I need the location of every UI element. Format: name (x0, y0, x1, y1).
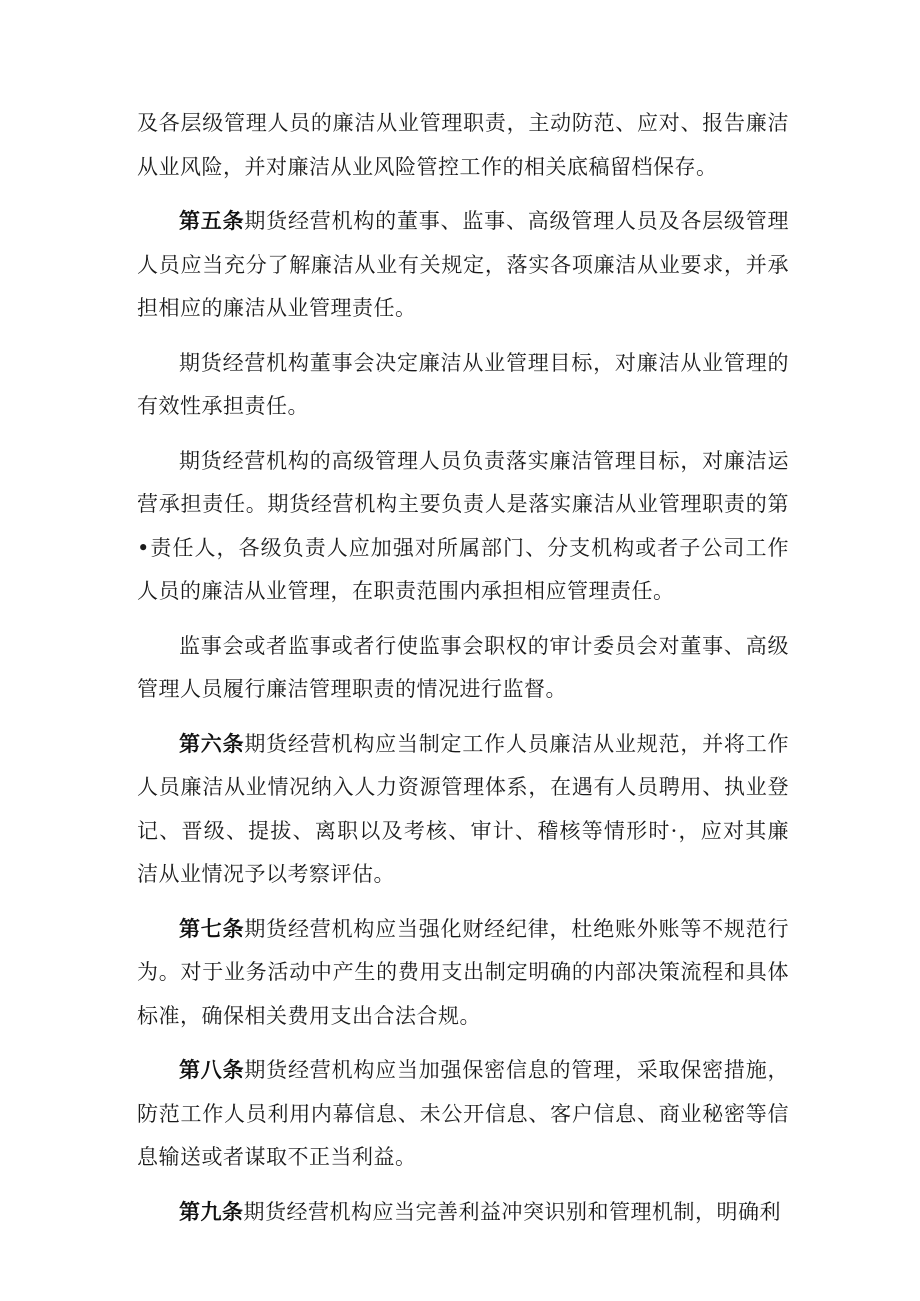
paragraph-text: 期货经营机构应当加强保密信息的管理，采取保密措施，防范工作人员利用内幕信息、未公开信息、客户信息、商业秘密等信息输送或者谋取不正当利益。 (137, 1058, 789, 1169)
paragraph-article-8 (137, 1049, 789, 1180)
paragraph-text: 及各层级管理人员的廉洁从业管理职责，主动防范、应对、报告廉洁从业风险，并对廉洁从业风险管控工作的相关底稿留档保存。 (137, 111, 789, 179)
paragraph-text: 期货经营机构应当制定工作人员廉洁从业规范，并将工作人员廉洁从业情况纳入人力资源管理体系，在遇有人员聘用、执业登记、晋级、提拔、离职以及考核、审计、稽核等情形时·，应对其廉洁从业情况予以考察评估。 (137, 731, 789, 886)
document-body (137, 102, 789, 1245)
paragraph-text: 期货经营机构应当完善利益冲突识别和管理机制，明确利 (243, 1199, 781, 1224)
paragraph-board-responsibility (137, 342, 789, 429)
paragraph-text: 期货经营机构应当强化财经纪律，杜绝账外账等不规范行为。对于业务活动中产生的费用支出制定明确的内部决策流程和具体标准，确保相关费用支出合法合规。 (137, 916, 789, 1028)
paragraph-text: 监事会或者监事或者行使监事会职权的审计委员会对董事、高级管理人员履行廉洁管理职责的情况进行监督。 (137, 633, 789, 701)
article-number: 第七条 (179, 916, 245, 941)
article-number: 第九条 (179, 1199, 244, 1224)
paragraph-text: 期货经营机构的董事、监事、高级管理人员及各层级管理人员应当充分了解廉洁从业有关规定，落实各项廉洁从业要求，并承担相应的廉洁从业管理责任。 (137, 209, 789, 320)
paragraph-article-6 (137, 723, 789, 897)
article-number: 第八条 (179, 1058, 245, 1082)
paragraph-continuation (137, 102, 789, 189)
article-number: 第五条 (179, 209, 245, 233)
paragraph-article-5 (137, 200, 789, 331)
paragraph-text: 期货经营机构董事会决定廉洁从业管理目标，对廉洁从业管理的有效性承担责任。 (137, 350, 789, 418)
paragraph-supervision (137, 625, 789, 712)
paragraph-text: 期货经营机构的高级管理人员负责落实廉洁管理目标，对廉洁运营承担责任。期货经营机构主要负责人是落实廉洁从业管理职责的第•责任人，各级负责人应加强对所属部门、分支机构或者子公司工作人员的廉洁从业管理，在职责范围内承担相应管理责任。 (137, 448, 789, 603)
article-number: 第六条 (179, 731, 245, 756)
paragraph-article-7 (137, 908, 789, 1039)
paragraph-senior-management (137, 440, 789, 614)
paragraph-article-9 (137, 1191, 789, 1235)
